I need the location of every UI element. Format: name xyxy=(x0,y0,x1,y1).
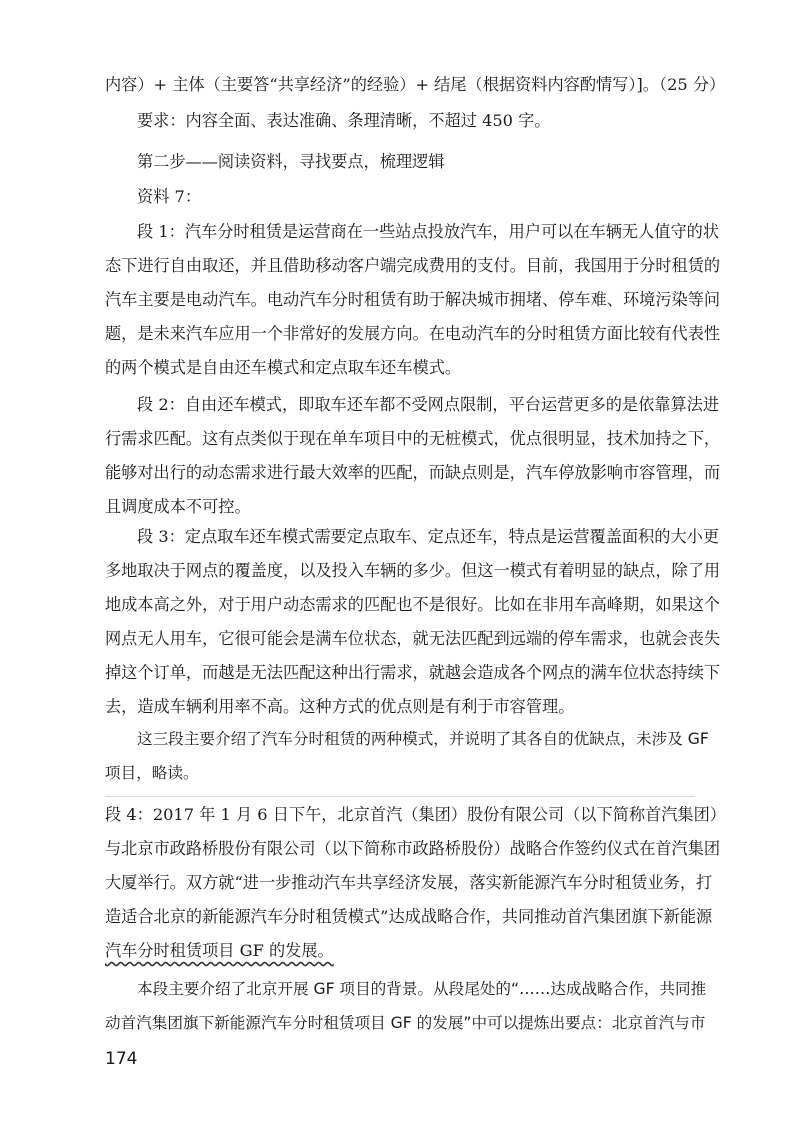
para1-line: 汽车主要是电动汽车。电动汽车分时租赁有助于解决城市拥堵、停车难、环境污染等问 xyxy=(105,290,721,309)
para4-line: 大厦举行。双方就“进一步推动汽车共享经济发展，落实新能源汽车分时租赁业务，打 xyxy=(105,873,713,892)
material-label: 资料 7： xyxy=(137,187,202,206)
para2-line: 段 2：自由还车模式，即取车还车都不受网点限制，平台运营更多的是依靠算法进 xyxy=(137,395,720,414)
para4-line: 段 4：2017 年 1 月 6 日下午，北京首汽（集团）股份有限公司（以下简称首汽集团） xyxy=(105,805,726,824)
para1-line: 题，是未来汽车应用一个非常好的发展方向。在电动汽车的分时租赁方面比较有代表性 xyxy=(105,324,721,343)
para3-line: 掉这个订单，而越是无法匹配这种出行需求，就越会造成各个网点的满车位状态持续下 xyxy=(105,663,721,682)
para1-line: 的两个模式是自由还车模式和定点取车还车模式。 xyxy=(105,358,462,377)
para4-line: 与北京市政路桥股份有限公司（以下简称市政路桥股份）战略合作签约仪式在首汽集团 xyxy=(105,839,721,858)
para2-line: 且调度成本不可控。 xyxy=(105,497,251,516)
requirement-line: 要求：内容全面、表达准确、条理清晰，不超过 450 字。 xyxy=(137,111,551,130)
intro-line: 内容）+ 主体（主要答“共享经济”的经验）+ 结尾（根据资料内容酌情写）]。（25 分） xyxy=(105,75,726,94)
para3-line: 去，造成车辆利用率不高。这种方式的优点则是有利于市容管理。 xyxy=(105,697,575,716)
analysis-line: 项目，略读。 xyxy=(105,764,199,782)
para4-line: 造适合北京的新能源汽车分时租赁模式”达成战略合作，共同推动首汽集团旗下新能源 xyxy=(105,907,713,926)
section-divider xyxy=(105,796,695,797)
analysis-line: 动首汽集团旗下新能源汽车分时租赁项目 GF 的发展”中可以提炼出要点：北京首汽与市 xyxy=(105,1014,706,1032)
para3-line: 地成本高之外，对于用户动态需求的匹配也不是很好。比如在非用车高峰期，如果这个 xyxy=(105,595,721,614)
step-heading: 第二步——阅读资料，寻找要点，梳理逻辑 xyxy=(137,152,445,171)
para1-line: 态下进行自由取还，并且借助移动客户端完成费用的支付。目前，我国用于分时租赁的 xyxy=(105,256,721,275)
page-number: 174 xyxy=(105,1049,138,1069)
para3-line: 段 3：定点取车还车模式需要定点取车、定点还车，特点是运营覆盖面积的大小更 xyxy=(137,527,720,546)
para3-line: 多地取决于网点的覆盖度，以及投入车辆的多少。但这一模式有着明显的缺点，除了用 xyxy=(105,561,721,580)
para1-line: 段 1：汽车分时租赁是运营商在一些站点投放汽车，用户可以在车辆无人值守的状 xyxy=(137,222,720,241)
para2-line: 行需求匹配。这有点类似于现在单车项目中的无桩模式，优点很明显，技术加持之下， xyxy=(105,429,721,448)
para4-line-underlined: 汽车分时租赁项目 GF 的发展。 xyxy=(105,941,334,960)
analysis-line: 本段主要介绍了北京开展 GF 项目的背景。从段尾处的“……达成战略合作，共同推 xyxy=(137,980,707,998)
para3-line: 网点无人用车，它很可能会是满车位状态，就无法匹配到远端的停车需求，也就会丧失 xyxy=(105,629,721,648)
analysis-line: 这三段主要介绍了汽车分时租赁的两种模式，并说明了其各自的优缺点，未涉及 GF xyxy=(137,730,709,748)
para2-line: 能够对出行的动态需求进行最大效率的匹配，而缺点则是，汽车停放影响市容管理，而 xyxy=(105,463,721,482)
